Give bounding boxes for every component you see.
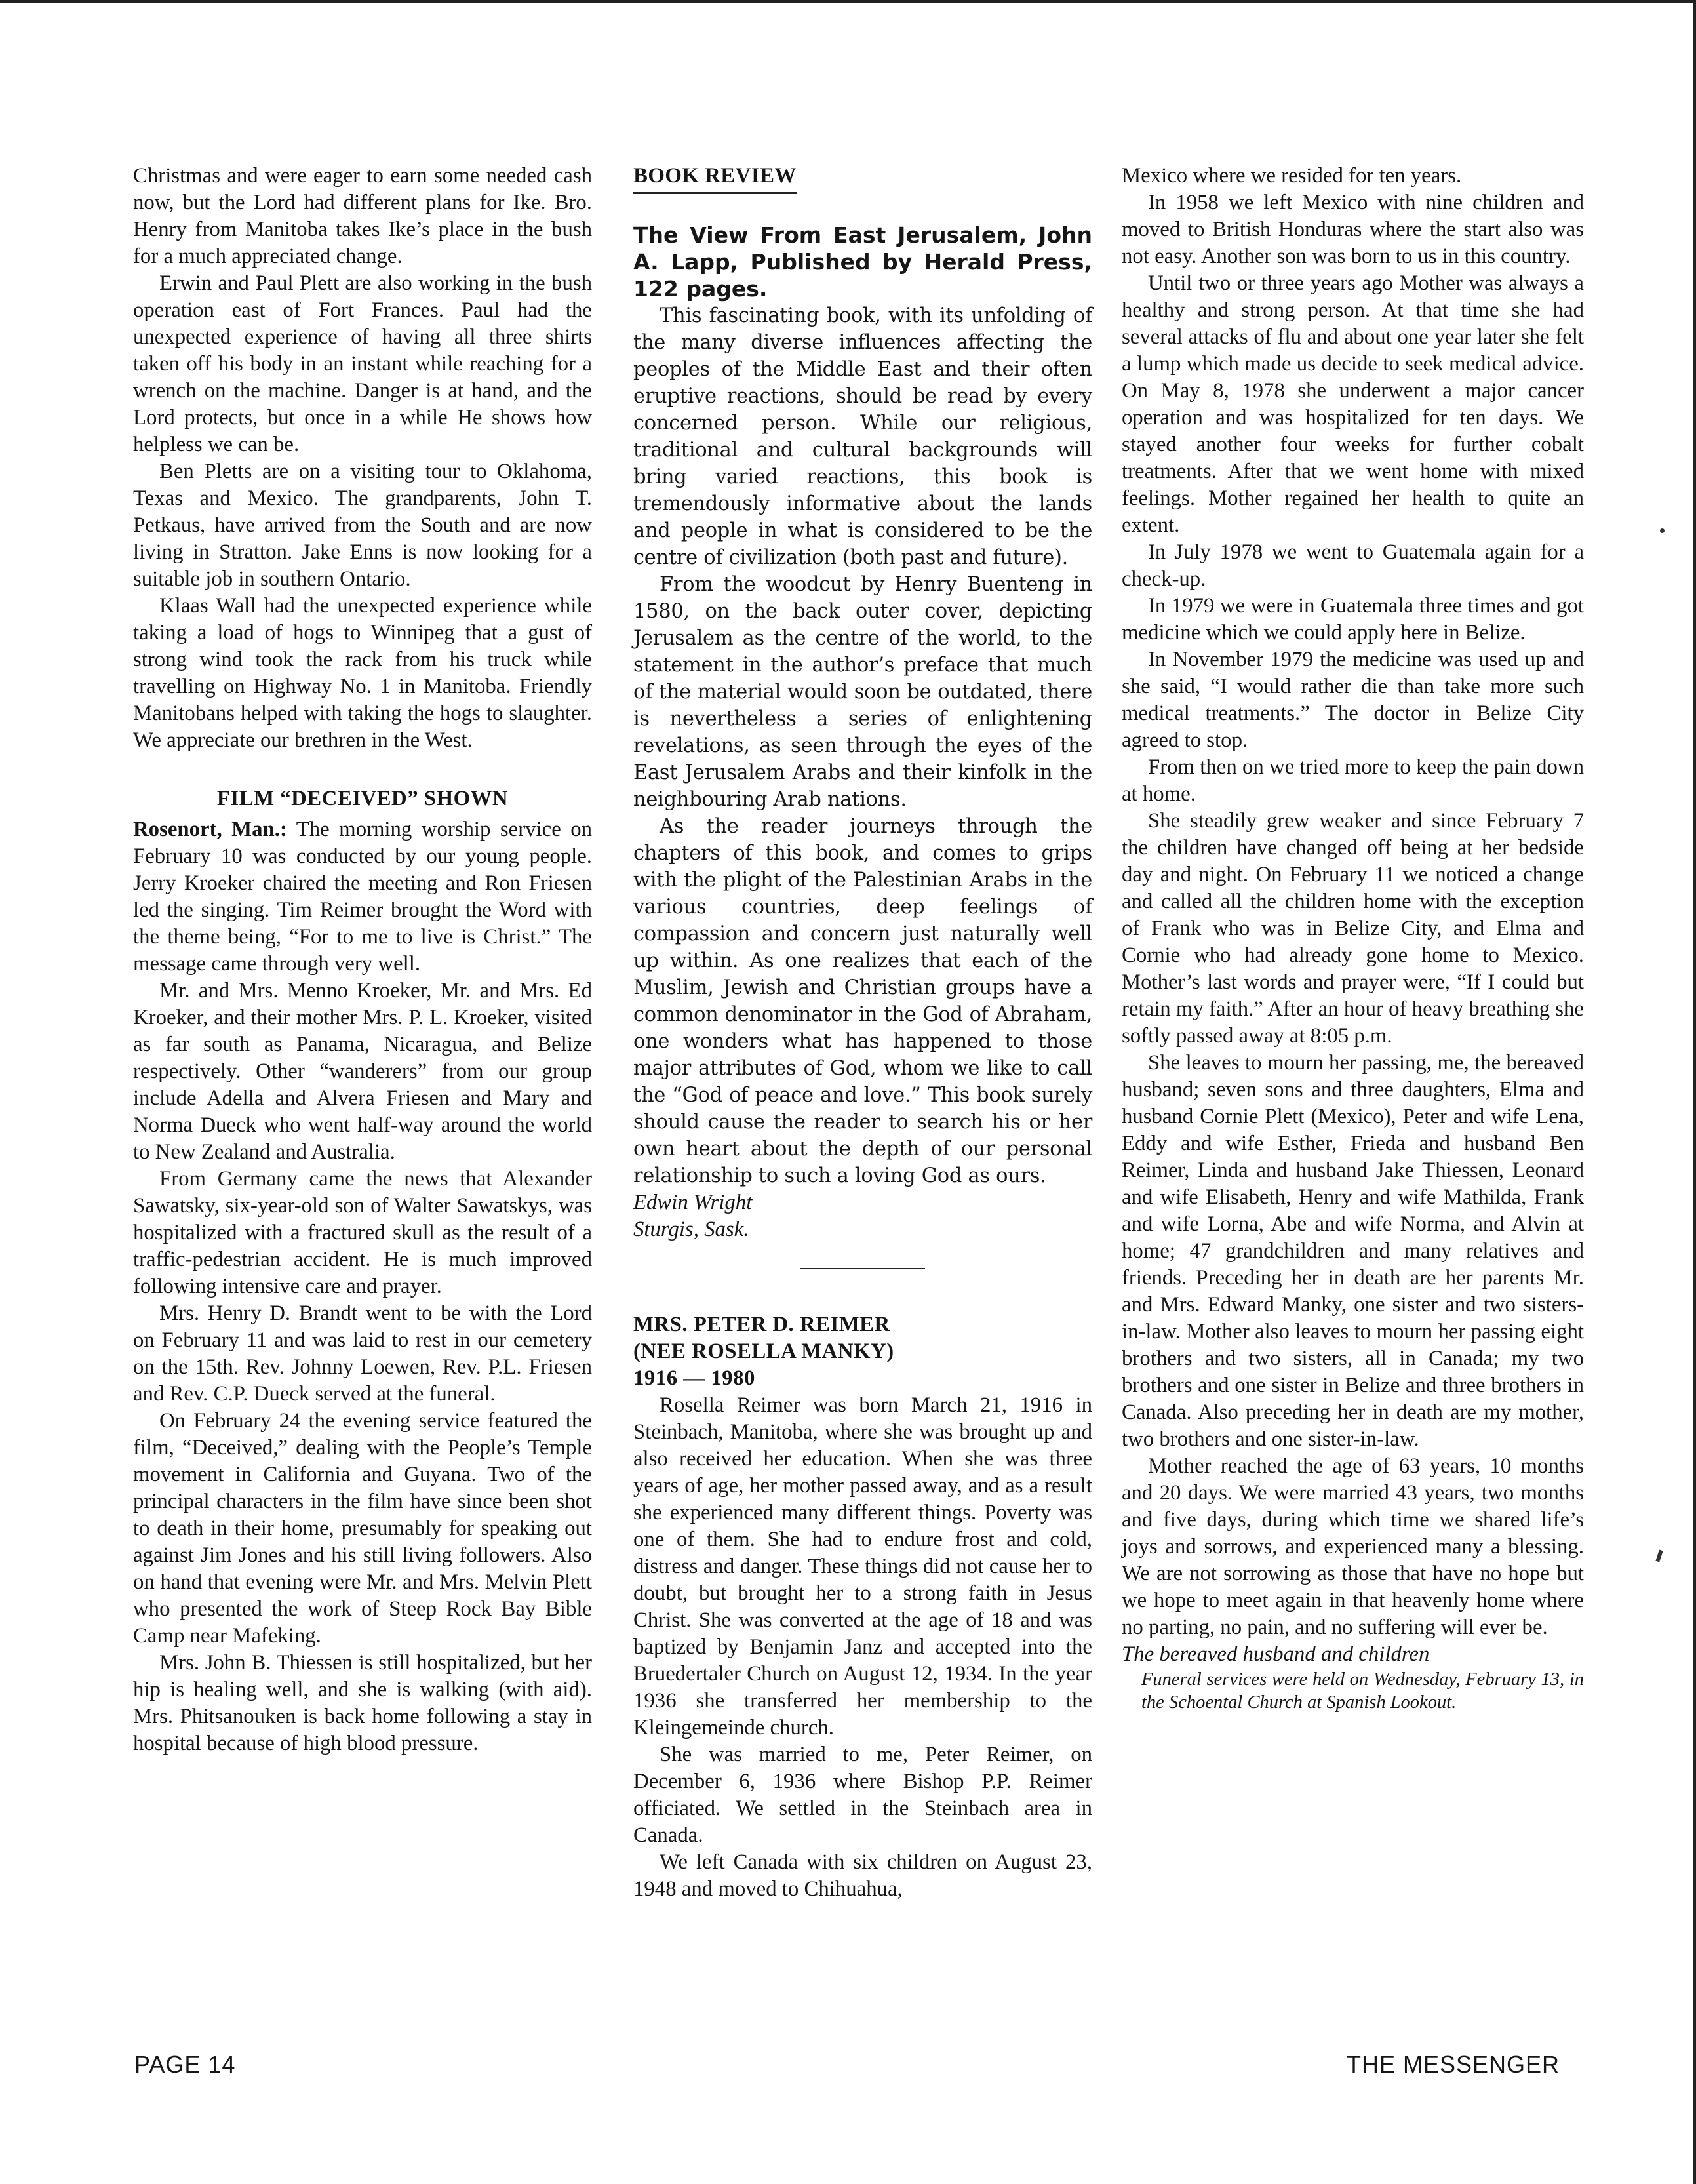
paragraph: Ben Pletts are on a visiting tour to Oklahoma, Texas and Mexico. The grandparents, John T. Petkaus, have arrived from the South and are now living in Stratton. Jake Enns is now looking for a suitable job in southern Ontario. xyxy=(133,460,592,591)
paragraph: In November 1979 the medicine was used up and she said, “I would rather die than take more such medical treatments.” The doctor in Belize City agreed to stop. xyxy=(1122,648,1584,752)
paragraph: In 1979 we were in Guatemala three times and got medicine which we could apply here in Belize. xyxy=(1122,594,1584,645)
paragraph: She steadily grew weaker and since February 7 the children have changed off being at her bedside day and night. On February 11 we noticed a change and called all the children home with the exception of Frank who was in Belize City, and Elma and Cornie who had already gone home to Mexico. Mother’s last words and prayer were, “If I could but retain my faith.” After an hour of heavy breathing she softly passed away at 8:05 p.m. xyxy=(1122,809,1584,1048)
obituary-years: 1916 — 1980 xyxy=(633,1366,755,1390)
page-number: PAGE 14 xyxy=(134,2051,236,2078)
paragraph: She leaves to mourn her passing, me, the bereaved husband; seven sons and three daughters, Elma and husband Cornie Plett (Mexico), Peter and wife Lena, Eddy and wife Esther, Frieda and husband Ben Reimer, Linda and husband Jake Thiessen, Leonard and wife Elisabeth, Henry and wife Mathilda, Frank and wife Lorna, Abe and wife Norma, and Alvin at home; 47 grandchildren and many relatives and friends. Preceding her in death are her parents Mr. and Mrs. Edward Manky, one sister and two sisters-in-law. Mother also leaves to mourn her passing eight brothers and two sisters, all in Canada; my two brothers and one sister in Belize and three brothers in Canada. Also preceding her in death are my mother, two brothers and one sister-in-law. xyxy=(1122,1051,1584,1451)
divider xyxy=(800,1268,925,1269)
book-review-body xyxy=(633,302,1092,1189)
section-heading-film: FILM “DECEIVED” SHOWN xyxy=(216,787,509,810)
publication-name: THE MESSENGER xyxy=(1347,2051,1560,2078)
paragraph: As the reader journeys through the chapters of this book, and comes to grips with the plight of the Palestinian Arabs in the various countries, deep feelings of compassion and concern just naturally well up within. As one realizes that each of the Muslim, Jewish and Christian groups have a common denominator in the God of Abraham, one wonders what has happened to those major attributes of God, whom we like to call the “God of peace and love.” This book surely should cause the reader to search his or her own heart about the depth of our personal relationship to such a loving God as ours. xyxy=(633,815,1092,1187)
reviewer-name: Edwin Wright xyxy=(633,1191,753,1214)
paragraph: Rosella Reimer was born March 21, 1916 in Steinbach, Manitoba, where she was brought up and also received her education. When she was three years of age, her mother passed away, and as a result she experienced many different things. Poverty was one of them. She had to endure frost and cold, distress and danger. These things did not cause her to doubt, but brought her to a strong faith in Jesus Christ. She was converted at the age of 18 and was baptized by Benjamin Janz and accepted into the Bruedertaler Church on August 12, 1934. In the year 1936 she transferred her membership to the Kleingemeinde church. xyxy=(633,1393,1092,1739)
paragraph: Mrs. Henry D. Brandt went to be with the Lord on February 11 and was laid to rest in our cemetery on the 15th. Rev. Johnny Loewen, Rev. P.L. Friesen and Rev. C.P. Dueck served at the funeral. xyxy=(133,1301,592,1406)
paragraph: In 1958 we left Mexico with nine children and moved to British Honduras where the start also was not easy. Another son was born to us in this country. xyxy=(1122,191,1584,268)
paragraph: This fascinating book, with its unfolding of the many diverse influences affecting the peoples of the Middle East and their often eruptive reactions, should be read by every concerned person. While our religious, traditional and cultural backgrounds will bring varied reactions, this book is tremendously informative about the lands and people in what is considered to be the centre of civilization (both past and future). xyxy=(633,304,1092,569)
paragraph: Mr. and Mrs. Menno Kroeker, Mr. and Mrs. Ed Kroeker, and their mother Mrs. P. L. Kroeker, visited as far south as Panama, Nicaragua, and Belize respectively. Other “wanderers” from our group include Adella and Alvera Friesen and Mary and Norma Dueck who went half-way around the world to New Zealand and Australia. xyxy=(133,979,592,1164)
dateline: Rosenort, Man.: xyxy=(133,818,287,841)
paragraph: Mrs. John B. Thiessen is still hospitalized, but her hip is healing well, and she is walking (with aid). Mrs. Phitsanouken is back home following a stay in hospital because of high blood pressure. xyxy=(133,1651,592,1755)
paragraph: Klaas Wall had the unexpected experience while taking a load of hogs to Winnipeg that a gust of strong wind took the rack from his truck while travelling on Highway No. 1 in Manitoba. Friendly Manitobans helped with taking the hogs to slaughter. We appreciate our brethren in the West. xyxy=(133,594,592,752)
paragraph: From then on we tried more to keep the pain down at home. xyxy=(1122,755,1584,806)
column-middle xyxy=(633,163,1092,1903)
column-left xyxy=(133,163,592,1757)
paragraph: On February 24 the evening service featured the film, “Deceived,” dealing with the People’s Temple movement in California and Guyana. Two of the principal characters in the film have since been shot to death in their home, presumably for speaking out against Jim Jones and his still living followers. Also on hand that evening were Mr. and Mrs. Melvin Plett who presented the work of Steep Rock Bay Bible Camp near Mafeking. xyxy=(133,1409,592,1648)
paragraph: In July 1978 we went to Guatemala again for a check-up. xyxy=(1122,540,1584,591)
paragraph: Christmas and were eager to earn some needed cash now, but the Lord had different plans for Ike. Bro. Henry from Manitoba takes Ike’s place in the bush for a much appreciated change. xyxy=(133,164,592,268)
paragraph: From the woodcut by Henry Buenteng in 1580, on the back outer cover, depicting Jerusalem as the centre of the world, to the statement in the author’s preface that much of the material would soon be outdated, there is nevertheless a series of enlightening revelations, as seen through the eyes of the East Jerusalem Arabs and their kinfolk in the neighbouring Arab nations. xyxy=(633,573,1092,811)
book-title: The View From East Jerusalem, John A. Lapp, Published by Herald Press, 122 pages. xyxy=(633,222,1092,302)
paragraph: Until two or three years ago Mother was always a healthy and strong person. At that time she had several attacks of flu and about one year later she felt a lump which made us decide to seek medical advice. On May 8, 1978 she underwent a major cancer operation and was hospitalized for ten days. We stayed another four weeks for further cobalt treatments. After that we went home with mixed feelings. Mother regained her health to quite an extent. xyxy=(1122,271,1584,537)
paragraph-text: The morning worship service on February 10 was conducted by our young people. Jerry Kroeker chaired the meeting and Ron Friesen led the singing. Tim Reimer brought the Word with the theme being, “For to me to live is Christ.” The message came through very well. xyxy=(133,818,593,976)
paragraph: Erwin and Paul Plett are also working in the bush operation east of Fort Frances. Paul had the unexpected experience of having all three shirts taken off his body in an instant while reaching for a wrench on the machine. Danger is at hand, and the Lord protects, but once in a while He shows how helpless we can be. xyxy=(133,271,592,456)
paragraph: From Germany came the news that Alexander Sawatsky, six-year-old son of Walter Sawatskys, was hospitalized with a fractured skull as the result of a traffic-pedestrian accident. He is much improved following intensive care and prayer. xyxy=(133,1167,592,1298)
funeral-note: Funeral services were held on Wednesday, February 13, in the Schoental Church at Spanish Lookout. xyxy=(1141,1669,1584,1713)
obituary-name: MRS. PETER D. REIMER xyxy=(633,1313,890,1336)
book-review-label: BOOK REVIEW xyxy=(633,163,797,194)
scan-speck xyxy=(1660,528,1665,533)
paragraph: We left Canada with six children on August 23, 1948 and moved to Chihuahua, xyxy=(633,1850,1092,1901)
paragraph: She was married to me, Peter Reimer, on December 6, 1936 where Bishop P.P. Reimer officiated. We settled in the Steinbach area in Canada. xyxy=(633,1743,1092,1847)
column-right xyxy=(1122,163,1584,1714)
paragraph xyxy=(133,816,592,978)
obituary-signature: The bereaved husband and children xyxy=(1122,1642,1430,1666)
paragraph: Mexico where we resided for ten years. xyxy=(1122,164,1462,188)
obituary-nee: (NEE ROSELLA MANKY) xyxy=(633,1340,894,1363)
reviewer-place: Sturgis, Sask. xyxy=(633,1218,749,1241)
paragraph: Mother reached the age of 63 years, 10 months and 20 days. We were married 43 years, two months and five days, during which time we shared life’s joys and sorrows, and experienced many a blessing. We are not sorrowing as those that have no hope but we hope to meet again in that heavenly home where no parting, no pain, and no suffering will ever be. xyxy=(1122,1454,1584,1639)
